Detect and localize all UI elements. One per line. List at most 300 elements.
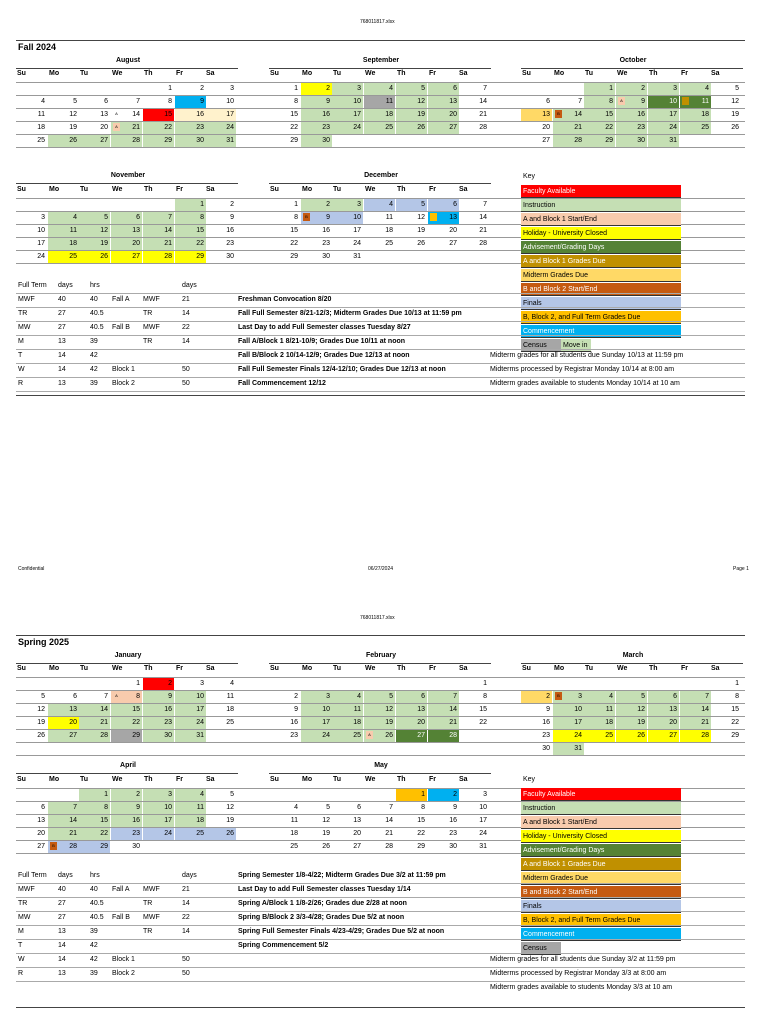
day-cell: 17 (353, 227, 361, 234)
day-cell (364, 134, 395, 147)
stats-cell: TR (143, 310, 153, 317)
day-cell: 4 (175, 788, 206, 801)
day-cell: 28 (79, 729, 110, 742)
day-cell: 2 (301, 198, 332, 211)
day-cell: 1 (396, 788, 427, 801)
month-title: January (114, 652, 142, 659)
stats-cell: 14 (58, 956, 66, 963)
day-cell: 26 (79, 250, 110, 263)
day-cell: 27 (111, 250, 142, 263)
weekday-label: Th (397, 186, 406, 193)
day-cell: 16 (175, 108, 206, 121)
footer-right: Page 1 (733, 566, 749, 572)
weekday-label: Su (270, 776, 279, 783)
weekday-label: We (617, 70, 628, 77)
stats-cell: 40 (58, 886, 66, 893)
day-cell: 23 (290, 732, 298, 739)
month-title: August (115, 57, 141, 64)
day-cell: 13 (648, 703, 679, 716)
month-title: November (110, 172, 146, 179)
right-note: Midterm grades available to students Monday 10/14 at 10 am (490, 380, 680, 387)
row-line (16, 147, 745, 148)
day-cell: 12 (226, 804, 234, 811)
day-marker: A (113, 692, 120, 700)
note: Freshman Convocation 8/20 (238, 296, 332, 303)
weekday-label: Sa (711, 665, 720, 672)
weekday-label: Mo (49, 70, 60, 77)
day-cell (428, 677, 459, 690)
day-marker: A (113, 123, 120, 131)
day-cell: 16 (322, 227, 330, 234)
day-cell: 26 (417, 240, 425, 247)
day-cell: 30 (449, 843, 457, 850)
stats-cell: 14 (58, 352, 66, 359)
stats-cell: Fall B (112, 914, 130, 921)
weekday-label: Su (17, 186, 26, 193)
day-cell: 30 (542, 745, 550, 752)
stats-row-line (16, 363, 745, 364)
day-cell: 15 (731, 706, 739, 713)
month-rule (269, 183, 491, 184)
weekday-label: Fr (681, 665, 688, 672)
stats-cell: 14 (182, 310, 190, 317)
stats-cell: days (182, 282, 197, 289)
day-cell (680, 134, 711, 147)
day-cell: 21 (479, 227, 487, 234)
day-cell: 10 (37, 227, 45, 234)
day-cell: 12 (69, 111, 77, 118)
day-cell: 6 (357, 804, 361, 811)
day-cell: 17 (143, 814, 174, 827)
weekday-label: Sa (206, 776, 215, 783)
day-cell: 6 (546, 98, 550, 105)
day-cell: 14 (385, 817, 393, 824)
stats-cell: 27 (58, 310, 66, 317)
day-cell (143, 840, 174, 853)
day-cell (710, 134, 741, 147)
day-cell: 28 (111, 134, 142, 147)
stats-row-line (16, 883, 745, 884)
day-cell: 1 (483, 680, 487, 687)
day-cell: 26 (37, 732, 45, 739)
row-line (16, 121, 745, 122)
day-cell: 11 (290, 817, 298, 824)
day-cell: 27 (37, 843, 45, 850)
weekday-label: Th (397, 776, 406, 783)
month-title: October (619, 57, 647, 64)
day-cell: 2 (143, 677, 174, 690)
stats-cell: Block 2 (112, 970, 135, 977)
day-cell: 23 (175, 121, 206, 134)
day-cell: 26 (364, 729, 395, 742)
day-cell (16, 788, 47, 801)
weekday-label: We (112, 70, 123, 77)
day-cell: 15 (79, 814, 110, 827)
day-cell: 25 (37, 137, 45, 144)
stats-cell: TR (143, 338, 153, 345)
day-cell: 21 (79, 716, 110, 729)
weekday-label: Fr (429, 665, 436, 672)
note: Spring Full Semester Finals 4/23-4/29; Grades Due 5/2 at noon (238, 928, 445, 935)
day-cell (79, 82, 110, 95)
day-cell: 4 (584, 690, 615, 703)
weekday-label: Th (144, 70, 153, 77)
right-note: Midterm grades for all students due Sunday 3/2 at 11:59 pm (490, 956, 676, 963)
weekday-label: We (112, 665, 123, 672)
key-item: Faculty Available (521, 788, 681, 801)
day-cell: 15 (111, 703, 142, 716)
day-cell: 19 (616, 716, 647, 729)
key-item: Advisement/Grading Days (521, 241, 681, 254)
row-line (16, 134, 745, 135)
day-cell: 5 (73, 98, 77, 105)
day-cell: 24 (301, 729, 332, 742)
month-rule (16, 68, 238, 69)
stats-cell: 27 (58, 900, 66, 907)
day-cell: 25 (226, 719, 234, 726)
day-cell: 30 (143, 729, 174, 742)
day-cell: 22 (143, 121, 174, 134)
stats-cell: M (18, 928, 24, 935)
weekday-label: Tu (80, 776, 89, 783)
day-cell: 29 (143, 134, 174, 147)
weekday-label: Sa (711, 70, 720, 77)
day-cell: 27 (79, 134, 110, 147)
day-cell: 13 (428, 95, 459, 108)
day-cell: 9 (143, 690, 174, 703)
note: Fall A/Block 1 8/21-10/9; Grades Due 10/11 at noon (238, 338, 406, 345)
day-cell (428, 250, 459, 263)
day-cell (48, 82, 79, 95)
day-cell: 24 (175, 716, 206, 729)
day-cell: 18 (584, 716, 615, 729)
day-cell (269, 677, 300, 690)
day-cell: 9 (546, 706, 550, 713)
key-item: Instruction (521, 199, 681, 212)
day-cell: 8 (175, 211, 206, 224)
weekday-label: Tu (333, 665, 342, 672)
day-cell: 19 (364, 716, 395, 729)
day-cell: 11 (385, 214, 393, 221)
key-item: A and Block 1 Start/End (521, 816, 681, 829)
day-cell: 26 (322, 843, 330, 850)
key-move-in: Move in (561, 339, 591, 352)
weekday-label: We (365, 186, 376, 193)
key-item: Commencement (521, 928, 681, 941)
key-item: Instruction (521, 802, 681, 815)
month-rule (269, 663, 491, 664)
day-cell: 5 (326, 804, 330, 811)
weekday-label: We (365, 776, 376, 783)
day-cell: 4 (332, 690, 363, 703)
day-cell: 28 (479, 124, 487, 131)
day-cell: 21 (143, 237, 174, 250)
stats-cell: Full Term (18, 872, 47, 879)
day-cell: 15 (584, 108, 615, 121)
day-cell: 8 (483, 693, 487, 700)
day-cell: 31 (175, 729, 206, 742)
stats-cell: 40 (90, 886, 98, 893)
stats-cell: 40.5 (90, 914, 104, 921)
day-cell: 24 (479, 830, 487, 837)
day-cell (205, 729, 236, 742)
day-cell: 15 (479, 706, 487, 713)
day-marker: A (113, 110, 120, 118)
weekday-label: Fr (429, 186, 436, 193)
day-cell: 11 (48, 224, 79, 237)
day-cell (111, 198, 142, 211)
weekday-label: Mo (302, 70, 313, 77)
day-cell: 3 (41, 214, 45, 221)
row-line (16, 755, 745, 756)
key-item: Midterm Grades Due (521, 269, 681, 282)
day-cell: 26 (616, 729, 647, 742)
weekday-label: Th (649, 665, 658, 672)
day-cell (584, 677, 615, 690)
day-cell: 19 (417, 227, 425, 234)
day-cell (205, 840, 236, 853)
weekday-label: Su (522, 665, 531, 672)
day-cell: 6 (41, 804, 45, 811)
day-cell: 22 (175, 237, 206, 250)
row-line (16, 703, 745, 704)
stats-cell: 39 (90, 380, 98, 387)
day-cell: 28 (680, 729, 711, 742)
day-cell: 1 (175, 198, 206, 211)
month-title: September (362, 57, 400, 64)
day-cell: 31 (353, 253, 361, 260)
day-cell: 2 (616, 82, 647, 95)
weekday-label: Th (649, 70, 658, 77)
day-cell: 9 (616, 95, 647, 108)
day-cell (648, 742, 679, 755)
day-cell: 4 (364, 198, 395, 211)
note: Last Day to add Full Semester classes Tuesday 1/14 (238, 886, 411, 893)
stats-cell: R (18, 380, 24, 387)
day-cell: 16 (616, 108, 647, 121)
footer-left: Confidential (18, 566, 45, 572)
day-cell: 2 (230, 201, 234, 208)
weekday-label: Su (270, 665, 279, 672)
weekday-label: Tu (585, 665, 594, 672)
weekday-label: Fr (681, 70, 688, 77)
day-cell: 11 (37, 111, 45, 118)
day-cell: 26 (731, 124, 739, 131)
day-cell: 26 (48, 134, 79, 147)
weekday-label: Tu (333, 70, 342, 77)
day-cell: 15 (417, 817, 425, 824)
day-cell: 25 (584, 729, 615, 742)
day-cell (396, 134, 427, 147)
day-cell: 12 (731, 98, 739, 105)
day-cell: 7 (143, 211, 174, 224)
key-item: Finals (521, 900, 681, 913)
day-cell (79, 677, 110, 690)
stats-cell: MWF (143, 914, 160, 921)
weekday-label: Sa (206, 70, 215, 77)
day-cell: 15 (290, 111, 298, 118)
day-cell: 5 (230, 791, 234, 798)
day-cell: 2 (111, 788, 142, 801)
stats-cell: Fall B (112, 324, 130, 331)
day-cell: 20 (396, 716, 427, 729)
day-cell (616, 677, 647, 690)
key-item: A and Block 1 Grades Due (521, 255, 681, 268)
day-cell: 13 (111, 224, 142, 237)
day-cell: 19 (226, 817, 234, 824)
day-cell: 22 (479, 719, 487, 726)
day-cell (48, 677, 79, 690)
day-cell: 8 (168, 98, 172, 105)
day-cell: 8 (79, 801, 110, 814)
day-cell: 11 (364, 95, 395, 108)
row-line (16, 95, 745, 96)
stats-cell: 21 (182, 886, 190, 893)
day-cell: 3 (200, 680, 204, 687)
stats-cell: 40 (90, 296, 98, 303)
day-cell: 7 (136, 98, 140, 105)
day-cell (16, 677, 47, 690)
weekday-label: Sa (206, 665, 215, 672)
note: Fall B/Block 2 10/14-12/9; Grades Due 12/13 at noon (238, 352, 410, 359)
key-title: Key (523, 173, 536, 180)
key-item: A and Block 1 Start/End (521, 213, 681, 226)
day-cell: 20 (37, 830, 45, 837)
day-cell: 20 (449, 227, 457, 234)
day-cell: 2 (521, 690, 552, 703)
day-cell: 14 (479, 98, 487, 105)
right-note: Midterm grades for all students due Sunday 10/13 at 11:59 pm (490, 352, 684, 359)
day-cell: 11 (332, 703, 363, 716)
day-cell: 24 (332, 121, 363, 134)
day-marker: A (366, 731, 373, 739)
weekday-label: Fr (176, 776, 183, 783)
day-cell: 22 (417, 830, 425, 837)
weekday-label: Sa (459, 665, 468, 672)
day-cell: 3 (230, 85, 234, 92)
day-cell: 22 (584, 121, 615, 134)
stats-cell: MWF (18, 886, 35, 893)
key-title: Key (523, 776, 536, 783)
row-line (16, 690, 745, 691)
weekday-label: Fr (176, 70, 183, 77)
weekday-label: Su (270, 186, 279, 193)
day-cell: 3 (483, 791, 487, 798)
weekday-label: Mo (554, 665, 565, 672)
stats-cell: 42 (90, 956, 98, 963)
day-cell: 18 (175, 814, 206, 827)
day-cell: 27 (396, 729, 427, 742)
day-cell (680, 742, 711, 755)
day-cell (301, 677, 332, 690)
weekday-label: Mo (49, 776, 60, 783)
day-cell: 10 (175, 690, 206, 703)
day-cell: 4 (364, 82, 395, 95)
day-cell: 24 (553, 729, 584, 742)
day-cell: 18 (332, 716, 363, 729)
month-title: February (366, 652, 396, 659)
stats-cell: W (18, 956, 25, 963)
day-cell: 18 (290, 830, 298, 837)
stats-cell: TR (143, 928, 153, 935)
day-cell: 9 (175, 95, 206, 108)
day-cell (458, 250, 489, 263)
day-cell: 12 (322, 817, 330, 824)
stats-cell: 14 (182, 338, 190, 345)
day-marker: A (618, 97, 625, 105)
day-cell: 14 (479, 214, 487, 221)
weekday-label: Mo (302, 776, 313, 783)
key-item: Holiday - University Closed (521, 830, 681, 843)
key-item: A and Block 1 Grades Due (521, 858, 681, 871)
day-cell: 2 (294, 693, 298, 700)
day-cell: 31 (648, 134, 679, 147)
day-cell: 4 (230, 680, 234, 687)
stats-cell: 22 (182, 324, 190, 331)
day-cell: 9 (230, 214, 234, 221)
stats-cell: 22 (182, 914, 190, 921)
day-cell: 24 (143, 827, 174, 840)
day-cell: 3 (301, 690, 332, 703)
border-top (16, 635, 745, 636)
month-rule (521, 663, 743, 664)
day-cell (648, 677, 679, 690)
month-title: March (622, 652, 644, 659)
stats-cell: 40.5 (90, 324, 104, 331)
weekday-label: We (365, 70, 376, 77)
day-cell: 23 (616, 121, 647, 134)
key-item: Census (521, 339, 561, 352)
day-cell: 10 (226, 98, 234, 105)
day-cell: 19 (79, 237, 110, 250)
day-cell: 14 (132, 111, 140, 118)
stats-cell: 27 (58, 324, 66, 331)
stats-cell: Block 1 (112, 366, 135, 373)
day-cell: 30 (175, 134, 206, 147)
day-cell: 13 (428, 211, 459, 224)
stats-cell: 39 (90, 338, 98, 345)
day-cell: 25 (364, 121, 395, 134)
day-cell: 16 (143, 703, 174, 716)
right-note: Midterms processed by Registrar Monday 3/3 at 8:00 am (490, 970, 667, 977)
day-cell: 19 (37, 719, 45, 726)
day-cell: 8 (421, 804, 425, 811)
day-cell: 7 (483, 201, 487, 208)
day-cell (396, 250, 427, 263)
key-item: Advisement/Grading Days (521, 844, 681, 857)
stats-cell: days (58, 282, 73, 289)
weekday-label: Tu (80, 186, 89, 193)
day-cell: 16 (542, 719, 550, 726)
day-cell: 8 (735, 693, 739, 700)
day-cell (332, 677, 363, 690)
day-cell: 23 (111, 827, 142, 840)
day-cell: 30 (301, 134, 332, 147)
month-title: December (364, 172, 398, 179)
weekday-label: Mo (302, 665, 313, 672)
day-cell: 17 (479, 817, 487, 824)
sheet-title: Spring 2025 (18, 637, 70, 647)
day-cell (79, 198, 110, 211)
weekday-label: Mo (554, 70, 565, 77)
stats-cell: M (18, 338, 24, 345)
row-line (16, 82, 745, 83)
stats-cell: Fall A (112, 886, 130, 893)
day-cell: 24 (205, 121, 236, 134)
day-cell (332, 788, 363, 801)
stats-cell: MWF (143, 886, 160, 893)
day-cell (710, 742, 741, 755)
